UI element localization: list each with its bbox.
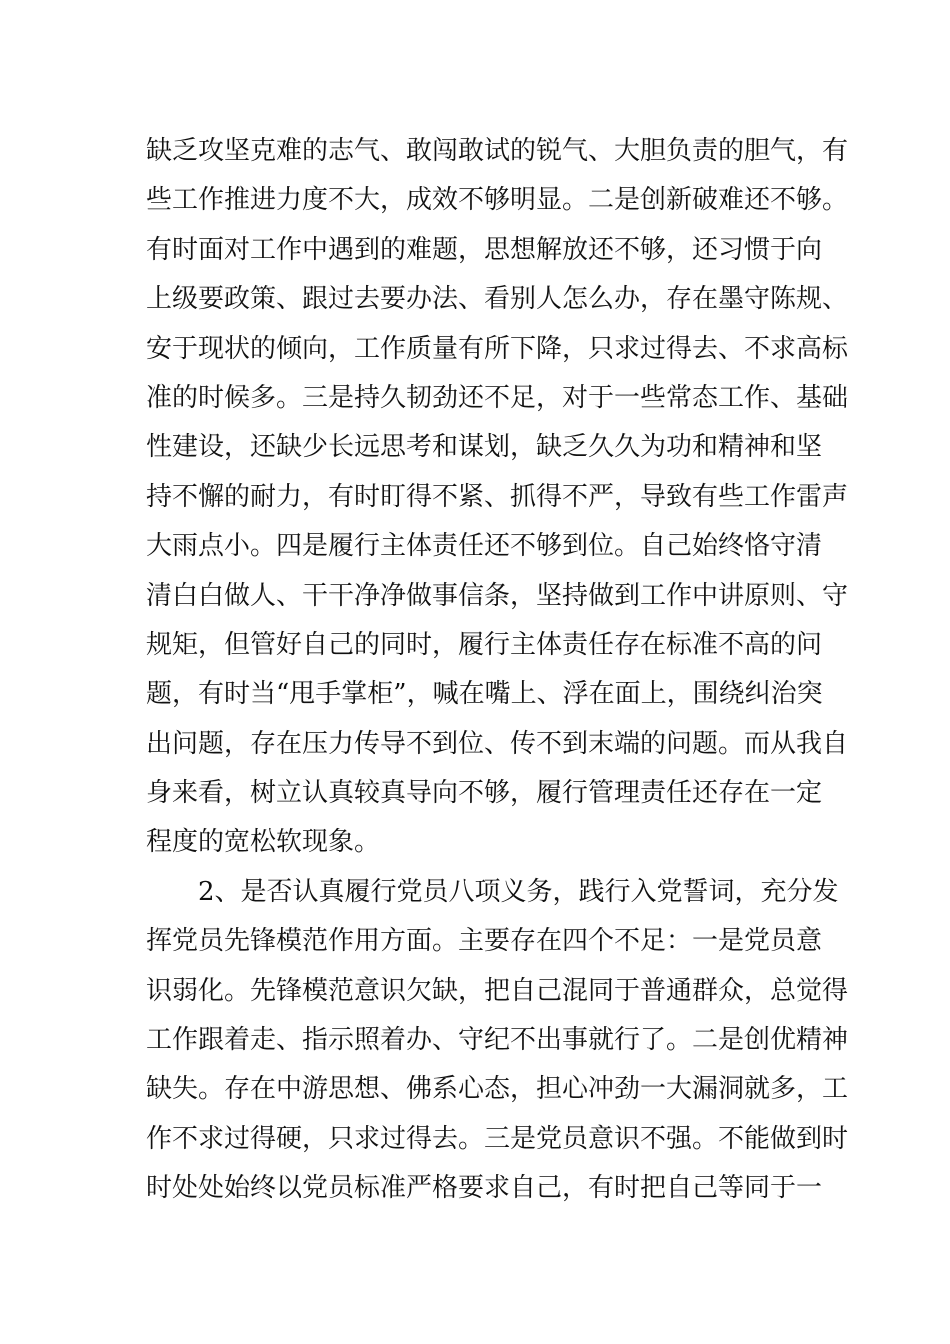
text-line: 有时面对工作中遇到的难题，思想解放还不够，还习惯于向 xyxy=(146,234,823,265)
paragraph-end-line: 程度的宽松软现象。 xyxy=(146,827,381,858)
text-line: 清白白做人、干干净净做事信条，坚持做到工作中讲原则、守 xyxy=(146,580,849,611)
body-text xyxy=(146,127,849,1214)
paragraph-start-line: 2、是否认真履行党员八项义务，践行入党誓词，充分发 xyxy=(198,876,839,907)
text-line: 准的时候多。三是持久韧劲还不足，对于一些常态工作、基础 xyxy=(146,382,849,413)
text-line: 大雨点小。四是履行主体责任还不够到位。自己始终恪守清 xyxy=(146,531,823,562)
text-line: 挥党员先锋模范作用方面。主要存在四个不足：一是党员意 xyxy=(146,926,823,957)
text-line: 出问题，存在压力传导不到位、传不到末端的问题。而从我自 xyxy=(146,728,849,759)
text-line: 缺失。存在中游思想、佛系心态，担心冲劲一大漏洞就多，工 xyxy=(146,1074,849,1105)
text-line: 规矩，但管好自己的同时，履行主体责任存在标准不高的问 xyxy=(146,629,823,660)
text-line: 作不求过得硬，只求过得去。三是党员意识不强。不能做到时 xyxy=(146,1123,849,1154)
text-line: 性建设，还缺少长远思考和谋划，缺乏久久为功和精神和坚 xyxy=(146,432,823,463)
text-line: 缺乏攻坚克难的志气、敢闯敢试的锐气、大胆负责的胆气，有 xyxy=(146,136,849,166)
text-line: 时处处始终以党员标准严格要求自己，有时把自己等同于一 xyxy=(146,1173,823,1204)
text-line: 些工作推进力度不大，成效不够明显。二是创新破难还不够。 xyxy=(146,185,849,216)
text-line: 身来看，树立认真较真导向不够，履行管理责任还存在一定 xyxy=(146,778,823,809)
text-line: 题，有时当“甩手掌柜”，喊在嘴上、浮在面上，围绕纠治突 xyxy=(146,679,823,710)
text-line: 上级要政策、跟过去要办法、看别人怎么办，存在墨守陈规、 xyxy=(146,284,849,315)
text-line: 工作跟着走、指示照着办、守纪不出事就行了。二是创优精神 xyxy=(146,1025,849,1056)
text-line: 识弱化。先锋模范意识欠缺，把自己混同于普通群众，总觉得 xyxy=(146,975,849,1006)
text-line: 持不懈的耐力，有时盯得不紧、抓得不严，导致有些工作雷声 xyxy=(146,481,849,512)
text-line: 安于现状的倾向，工作质量有所下降，只求过得去、不求高标 xyxy=(146,333,849,364)
